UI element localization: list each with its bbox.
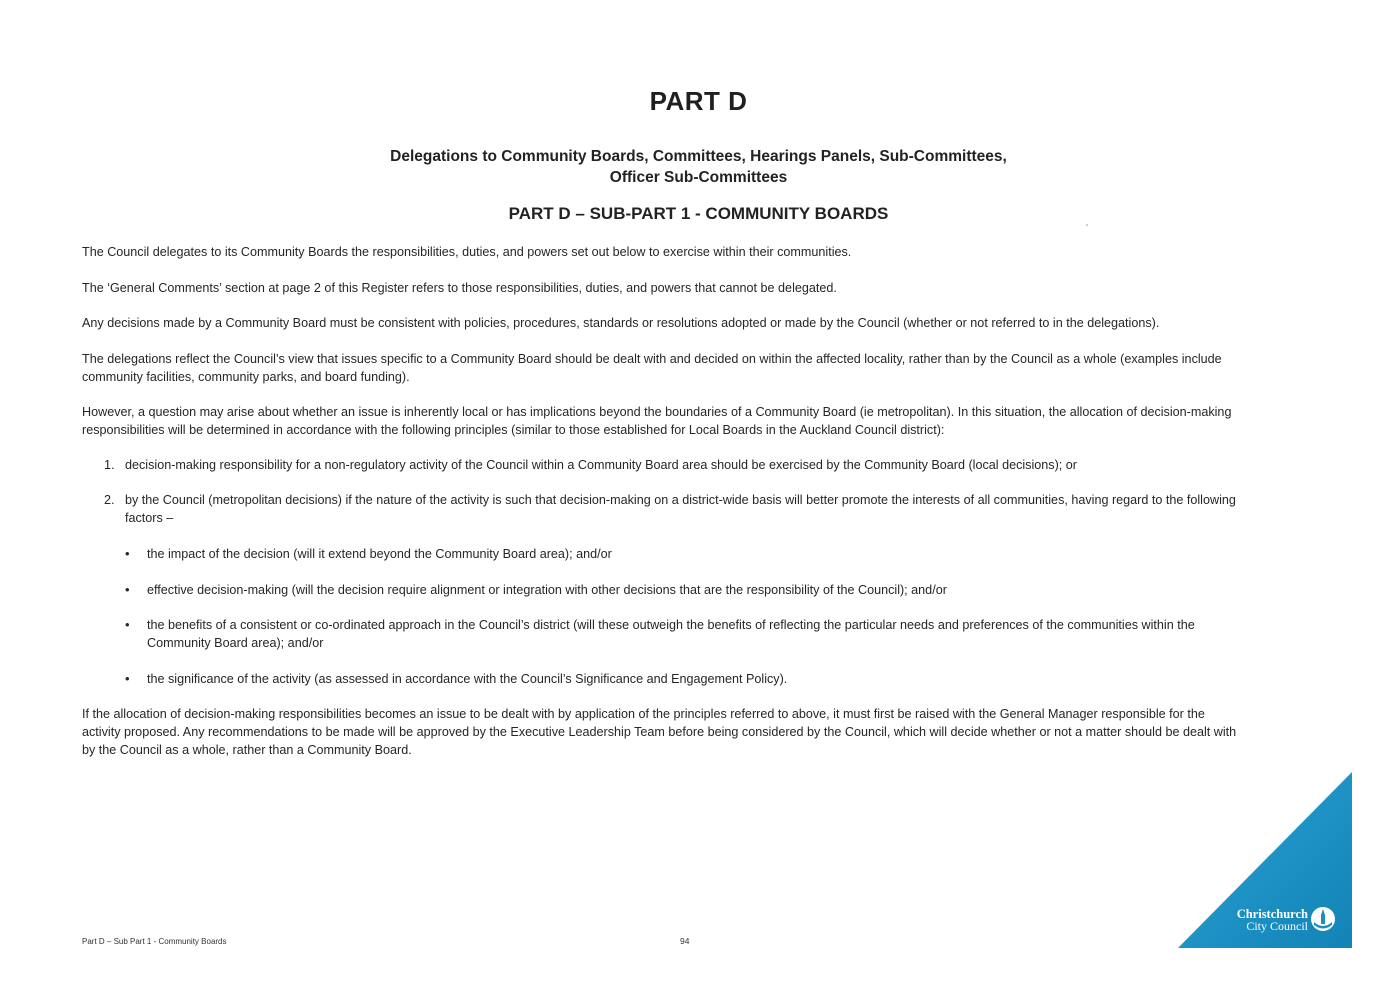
page-number: 94 — [680, 936, 690, 946]
paragraph-line: The delegations reflect the Council’s view that issues specific to a Community Board should be dealt with and decided on within the affected locality, rather than by the Council as a whole (examples include — [82, 352, 1222, 366]
bullet-icon: • — [125, 546, 130, 561]
list-line: the benefits of a consistent or co-ordinated approach in the Council’s district (will these outweigh the benefits of reflecting the particular needs and preferences of the communities within the — [147, 618, 1195, 632]
council-logo-wordmark — [1196, 908, 1308, 932]
bullet-item-impact: the impact of the decision (will it extend beyond the Community Board area); and/or — [147, 547, 612, 561]
paragraph-line: responsibilities will be determined in accordance with the following principles (similar to those established for Local Boards in the Auckland Council district): — [82, 423, 945, 437]
list-number: 1. — [104, 458, 115, 472]
paragraph-general-comments: The ‘General Comments’ section at page 2 of this Register refers to those responsibilities, duties, and powers that cannot be delegated. — [82, 281, 837, 295]
numbered-item-metropolitan-decisions — [125, 491, 1315, 527]
paragraph-principles-intro — [82, 403, 1314, 439]
paragraph-line: community facilities, community parks, and board funding). — [82, 370, 410, 384]
scan-speck — [1086, 224, 1088, 226]
bullet-icon: • — [125, 582, 130, 597]
paragraph-line: If the allocation of decision-making responsibilities becomes an issue to be dealt with by application of the principles referred to above, it must first be raised with the General Manager responsible for the — [82, 707, 1205, 721]
page-subtitle — [0, 146, 1397, 188]
section-heading: PART D – SUB-PART 1 - COMMUNITY BOARDS — [508, 204, 889, 223]
paragraph-allocation-process — [82, 705, 1314, 759]
paragraph-delegation-intro: The Council delegates to its Community Boards the responsibilities, duties, and powers set out below to exercise within their communities. — [82, 245, 852, 259]
bullet-item-effective-decision-making: effective decision-making (will the decision require alignment or integration with other decisions that are the responsibility of the Council); and/or — [147, 583, 947, 597]
logo-line-2: City Council — [1246, 919, 1308, 933]
subtitle-line-2: Officer Sub-Committees — [609, 169, 788, 186]
bullet-icon: • — [125, 617, 130, 632]
list-number: 2. — [104, 493, 115, 507]
paragraph-line: However, a question may arise about whether an issue is inherently local or has implications beyond the boundaries of a Community Board (ie metropolitan). In this situation, the allocation of decision-making — [82, 405, 1232, 419]
footer-section-label: Part D – Sub Part 1 - Community Boards — [82, 937, 227, 946]
list-line: factors – — [125, 511, 174, 525]
numbered-item-local-decisions: decision-making responsibility for a non-regulatory activity of the Council within a Community Board area should be exercised by the Community Board (local decisions); or — [125, 458, 1077, 472]
logo-line-1: Christchurch — [1236, 907, 1308, 921]
list-line: Community Board area); and/or — [147, 636, 324, 650]
bullet-icon: • — [125, 671, 130, 686]
list-line: by the Council (metropolitan decisions) if the nature of the activity is such that decision-making on a district-wide basis will better promote the interests of all communities, having regard to the following — [125, 493, 1236, 507]
paragraph-consistency: Any decisions made by a Community Board must be consistent with policies, procedures, standards or resolutions adopted or made by the Council (whether or not referred to in the delegations). — [82, 316, 1160, 330]
page-title: PART D — [649, 86, 748, 116]
bullet-item-consistent-approach — [147, 616, 1315, 652]
bullet-item-significance: the significance of the activity (as assessed in accordance with the Council’s Significance and Engagement Policy). — [147, 672, 788, 686]
paragraph-line: activity proposed. Any recommendations to be made will be approved by the Executive Leadership Team before being considered by the Council, which will decide whether or not a matter should be dealt with — [82, 725, 1237, 739]
paragraph-line: by the Council as a whole, rather than a Community Board. — [82, 743, 412, 757]
cathedral-emblem-icon — [1310, 906, 1336, 932]
paragraph-council-view — [82, 350, 1314, 386]
subtitle-line-1: Delegations to Community Boards, Committees, Hearings Panels, Sub-Committees, — [390, 148, 1007, 165]
